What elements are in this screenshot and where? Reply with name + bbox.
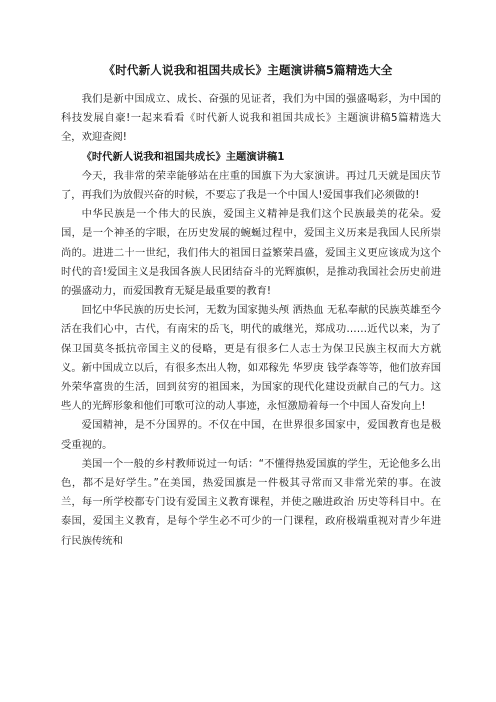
document-title: 《时代新人说我和祖国共成长》主题演讲稿5篇精选大全 xyxy=(103,63,393,77)
body-paragraph-2: 中华民族是一个伟大的民族，爱国主义精神是我们这个民族最美的花朵。爱国，是一个神圣的字眼，在历史发展的蜿蜒过程中，爱国主义历来是我国人民所崇尚的。进进二十一世纪，我们伟大的祖国日益繁荣昌盛，爱国主义更应该成为这个时代的音!爱国主义是我国各族人民团结奋斗的光辉旗帜，是推动我国社会历史前进的强盛动力，而爱国教育无疑是最重要的教育! xyxy=(61,208,441,298)
document-body xyxy=(61,90,441,551)
body-paragraph-4: 爱国精神，是不分国界的。不仅在中国，在世界很多国家中，爱国教育也是极受重视的。 xyxy=(61,419,441,451)
body-paragraph-3: 回忆中华民族的历史长河，无数为国家抛头颅 洒热血 无私奉献的民族英雄至今活在我们心中，古代，有南宋的岳飞，明代的戚继光，郑成功……近代以来，为了保卫国莫冬抵抗帝国主义的侵略，更是有很多仁人志士为保卫民族主权而大方就义。新中国成立以后，有很多杰出人物，如邓稼先 华罗庚 钱学森等等，他们放弃国外荣华富贵的生活，回到贫穷的祖国来，为国家的现代化建设贡献自己的气力。这些人的光辉形象和他们可歌可泣的动人事迹，永恒激励着每一个中国人奋发向上! xyxy=(61,304,441,413)
intro-paragraph: 我们是新中国成立、成长、奋强的见证者，我们为中国的强盛喝彩，为中国的科技发展自豪!一起来看看《时代新人说我和祖国共成长》主题演讲稿5篇精选大全，欢迎查阅! xyxy=(61,93,441,144)
body-paragraph-5: 美国一个一般的乡村教师说过一句话：“不懂得热爱国旗的学生，无论他多么出色，都不是好学生。”在美国，热爱国旗是一件极其寻常而又非常光荣的事。在波兰，每一所学校都专门设有爱国主义教育课程，并使之融进政治 历史等科目中。在泰国，爱国主义教育，是每个学生必不可少的一门课程，政府极端重视对青少年进行民族传统和 xyxy=(61,457,441,547)
body-paragraph-1: 今天，我非常的荣幸能够站在庄重的国旗下为大家演讲。再过几天就是国庆节了，再我们为放假兴奋的时候，不要忘了我是一个中国人!爱国事我们必须做的! xyxy=(61,169,441,202)
section-heading: 《时代新人说我和祖国共成长》主题演讲稿1 xyxy=(81,150,285,163)
